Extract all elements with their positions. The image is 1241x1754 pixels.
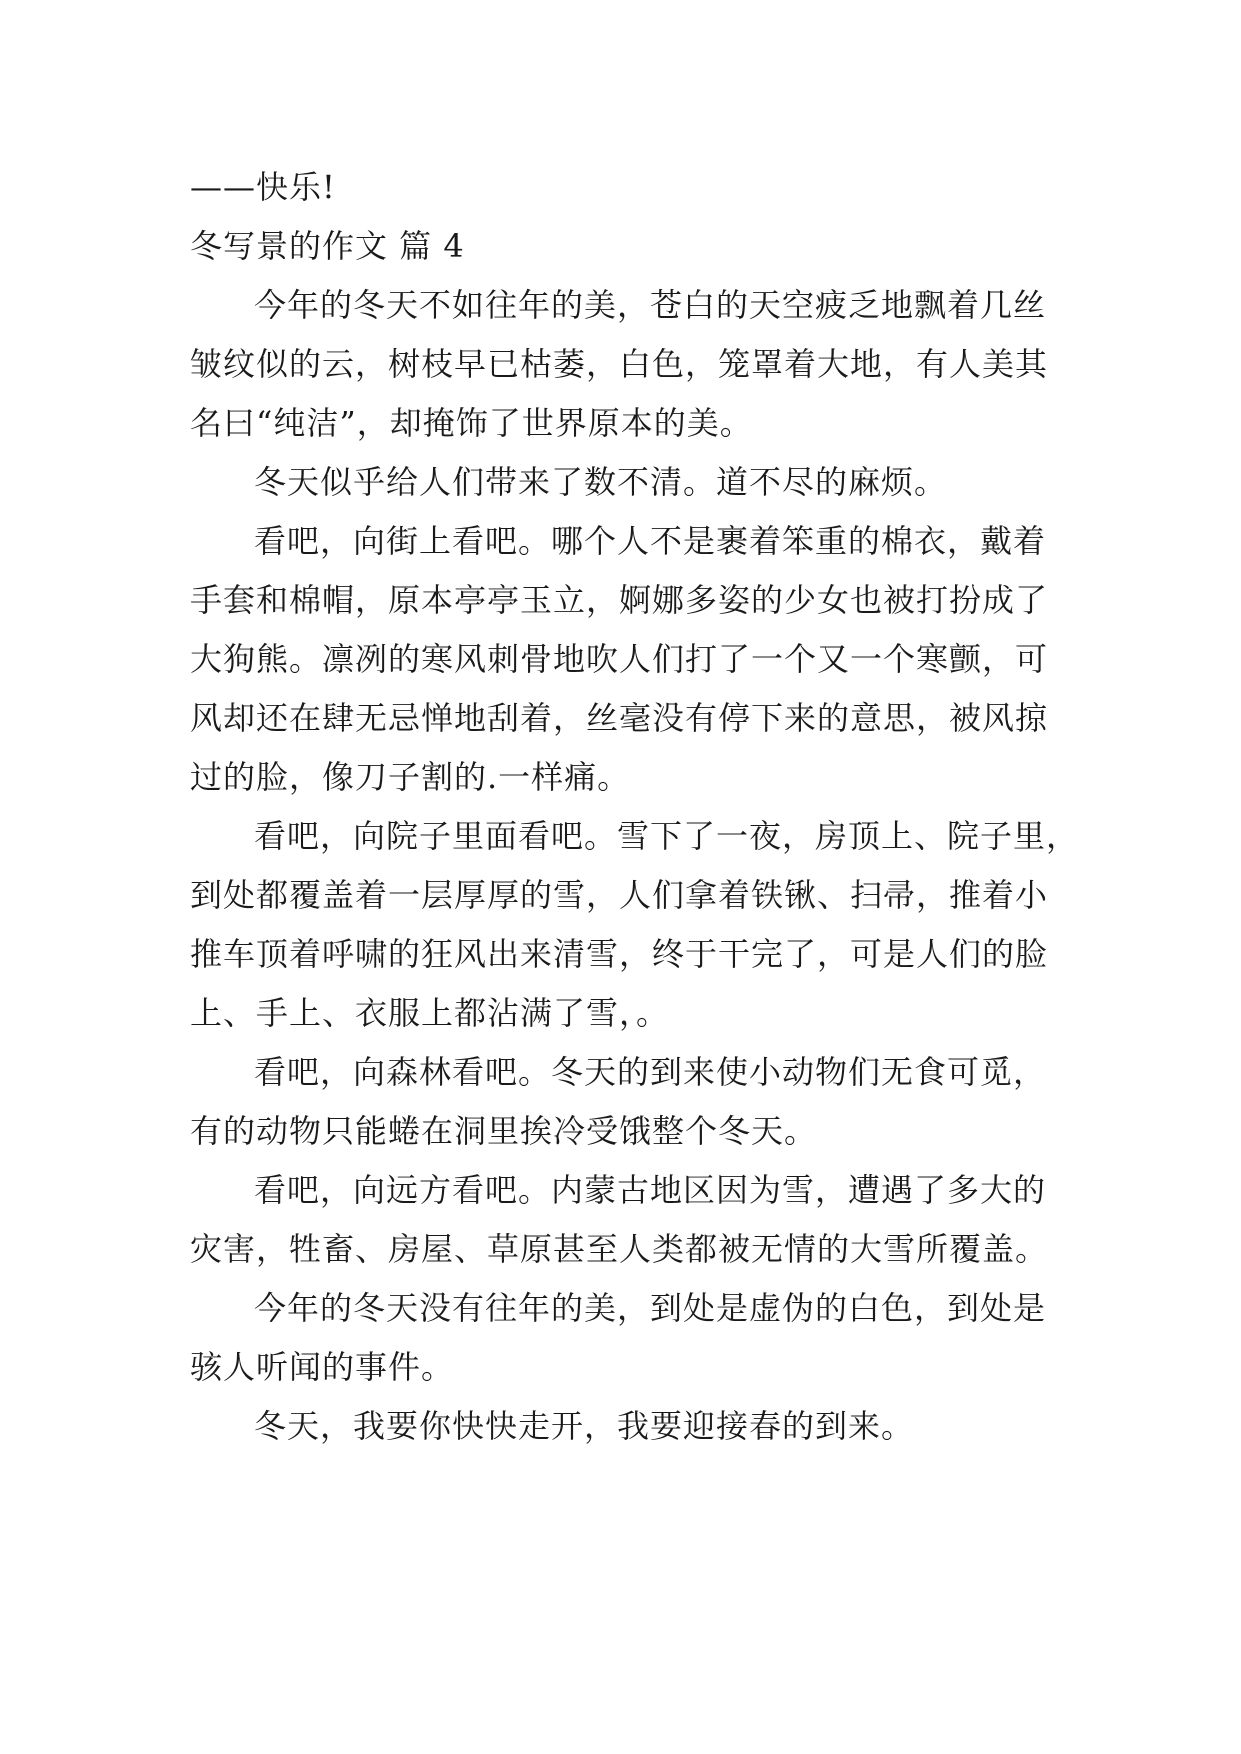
paragraph-line: 看吧，向远方看吧。内蒙古地区因为雪，遭遇了多大的	[254, 1171, 1047, 1209]
paragraph-8	[190, 1397, 1060, 1456]
paragraph-line: 今年的冬天不如往年的美，苍白的天空疲乏地飘着几丝	[254, 286, 1047, 324]
paragraph-5	[190, 1043, 1060, 1161]
paragraph-1	[190, 276, 1060, 453]
paragraph-line: 有的动物只能蜷在洞里挨冷受饿整个冬天。	[190, 1112, 818, 1150]
paragraph-line: 灾害，牲畜、房屋、草原甚至人类都被无情的大雪所覆盖。	[190, 1230, 1049, 1268]
paragraph-line: 冬天似乎给人们带来了数不清。道不尽的麻烦。	[254, 463, 948, 501]
paragraph-7	[190, 1279, 1060, 1397]
paragraph-line: 皱纹似的云，树枝早已枯萎，白色，笼罩着大地，有人美其	[190, 345, 1049, 383]
opening-line: ——快乐!	[190, 168, 336, 206]
paragraph-line: 看吧，向街上看吧。哪个人不是裹着笨重的棉衣，戴着	[254, 522, 1047, 560]
paragraph-4	[190, 807, 1080, 1043]
paragraph-line: 推车顶着呼啸的狂风出来清雪，终于干完了，可是人们的脸	[190, 935, 1049, 973]
paragraph-3	[190, 512, 1060, 807]
paragraph-line: 上、手上、衣服上都沾满了雪，。	[190, 994, 670, 1032]
essay-heading: 冬写景的作文 篇 4	[190, 227, 465, 265]
paragraph-line: 手套和棉帽，原本亭亭玉立，婀娜多姿的少女也被打扮成了	[190, 581, 1049, 619]
paragraph-line: 看吧，向森林看吧。冬天的到来使小动物们无食可觅，	[254, 1053, 1047, 1091]
paragraph-line: 骇人听闻的事件。	[190, 1348, 455, 1386]
document-body	[190, 158, 1080, 1456]
paragraph-line: 冬天，我要你快快走开，我要迎接春的到来。	[254, 1407, 915, 1445]
paragraph-line: 风却还在肆无忌惮地刮着，丝毫没有停下来的意思，被风掠	[190, 699, 1049, 737]
paragraph-line: 名曰“纯洁”，却掩饰了世界原本的美。	[190, 404, 753, 442]
paragraph-line: 到处都覆盖着一层厚厚的雪，人们拿着铁锹、扫帚，推着小	[190, 876, 1049, 914]
paragraph-2	[190, 453, 1060, 512]
paragraph-6	[190, 1161, 1060, 1279]
paragraph-line: 看吧，向院子里面看吧。雪下了一夜，房顶上、院子里，	[254, 817, 1080, 855]
paragraph-line: 大狗熊。凛冽的寒风刺骨地吹人们打了一个又一个寒颤，可	[190, 640, 1049, 678]
paragraph-line: 今年的冬天没有往年的美，到处是虚伪的白色，到处是	[254, 1289, 1047, 1327]
paragraph-line: 过的脸，像刀子割的.一样痛。	[190, 758, 631, 796]
